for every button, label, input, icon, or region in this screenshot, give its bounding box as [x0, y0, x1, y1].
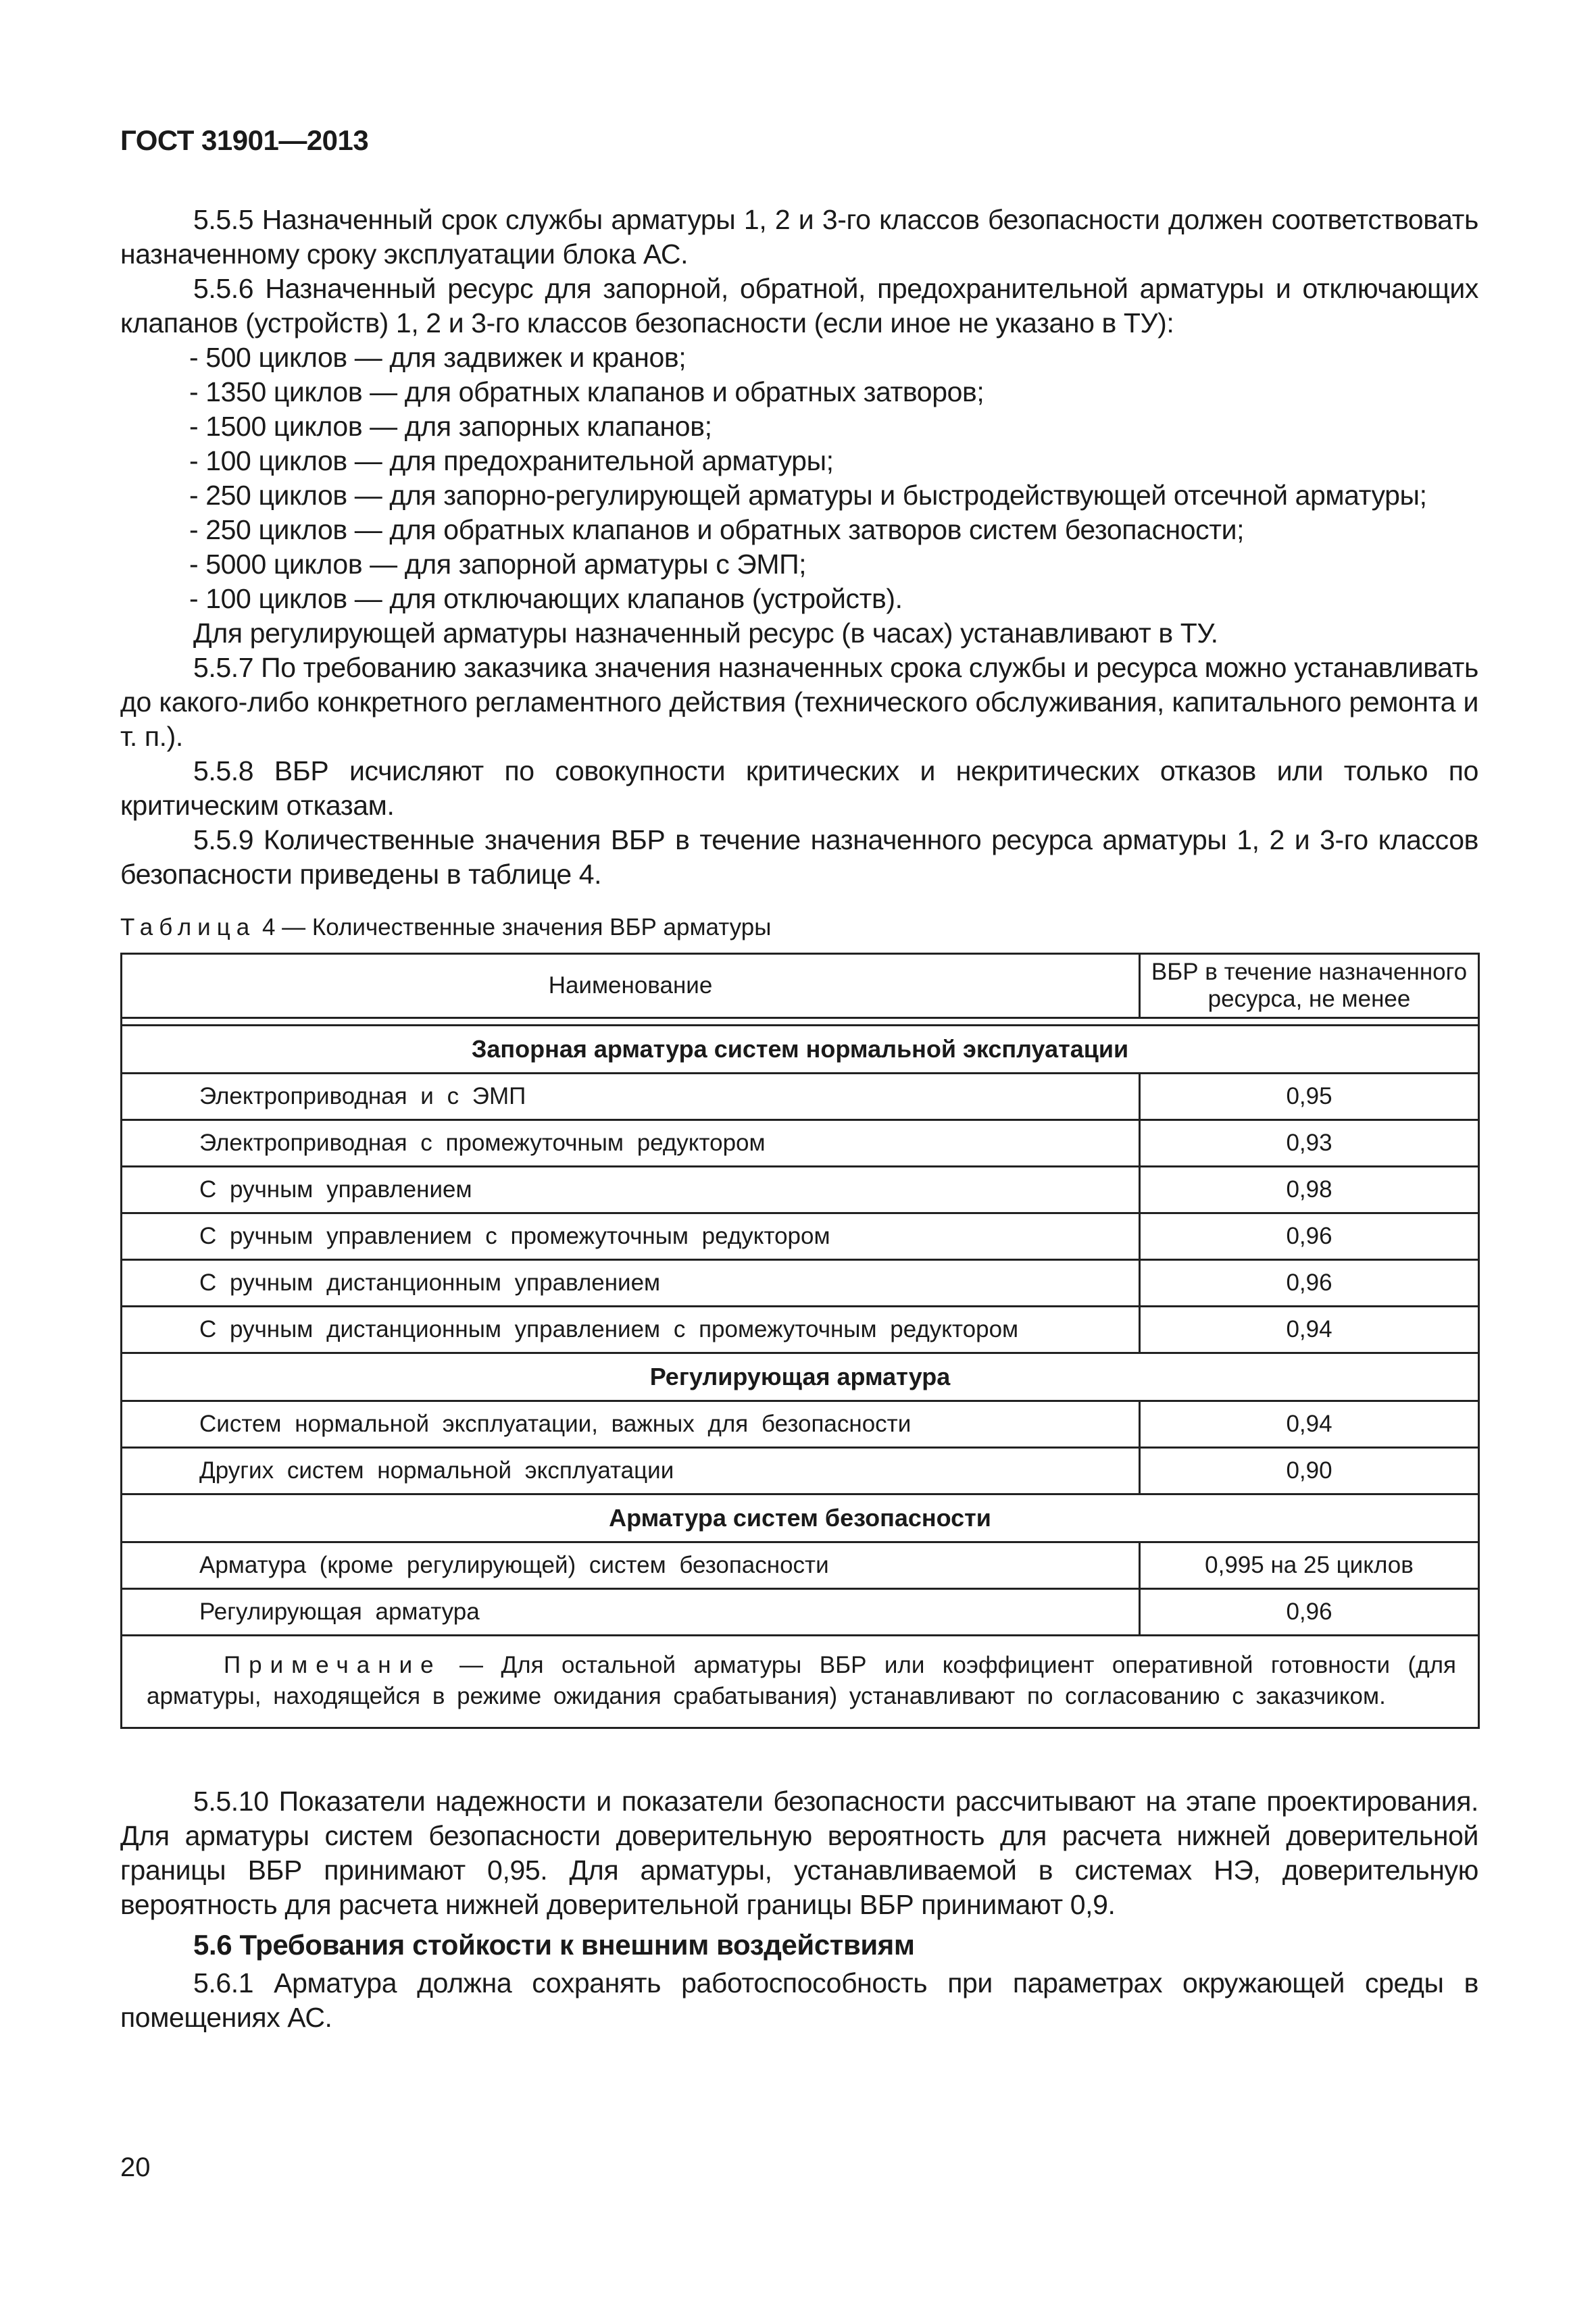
- row-name: С ручным дистанционным управлением с промежуточным редуктором: [122, 1307, 1140, 1353]
- row-value: 0,93: [1140, 1120, 1479, 1167]
- row-value: 0,995 на 25 циклов: [1140, 1542, 1479, 1589]
- group-row: [122, 1494, 1479, 1542]
- row-name: С ручным управлением: [122, 1167, 1140, 1213]
- row-value: 0,94: [1140, 1307, 1479, 1353]
- paragraph-5-5-10: 5.5.10 Показатели надежности и показатели безопасности рассчитывают на этапе проектирования. Для арматуры систем безопасности доверительную вероятность для расчета нижней доверительной границы ВБР принимают 0,95. Для арматуры, устанавливаемой в системах НЭ, доверительную вероятность для расчета нижней доверительной границы ВБР принимают 0,9.: [120, 1786, 1478, 1920]
- table-row: [122, 1589, 1479, 1636]
- row-value: 0,90: [1140, 1448, 1479, 1494]
- table-4: [120, 953, 1480, 1729]
- list-item: - 250 циклов — для обратных клапанов и обратных затворов систем безопасности;: [189, 514, 1245, 545]
- table-row: [122, 1167, 1479, 1213]
- row-value: 0,96: [1140, 1213, 1479, 1260]
- table-row: [122, 1448, 1479, 1494]
- page-number: 20: [120, 2153, 151, 2182]
- document-header: ГОСТ 31901—2013: [120, 124, 369, 156]
- table-row: [122, 1401, 1479, 1448]
- row-name: С ручным управлением с промежуточным редуктором: [122, 1213, 1140, 1260]
- note-label: Примечание: [224, 1652, 442, 1678]
- table-row: [122, 1213, 1479, 1260]
- group-row: [122, 1353, 1479, 1401]
- body-text-bottom: [120, 1784, 1478, 2035]
- row-value: 0,94: [1140, 1401, 1479, 1448]
- row-value: 0,96: [1140, 1589, 1479, 1636]
- note-row: [122, 1636, 1479, 1728]
- table-row: [122, 1074, 1479, 1120]
- table-caption: [120, 913, 771, 942]
- table-row: [122, 1120, 1479, 1167]
- table-row: [122, 1542, 1479, 1589]
- paragraph-5-5-8: 5.5.8 ВБР исчисляют по совокупности критических и некритических отказов или только по критическим отказам.: [120, 755, 1478, 821]
- row-name: Электроприводная с промежуточным редуктором: [122, 1120, 1140, 1167]
- list-item: - 100 циклов — для предохранительной арматуры;: [189, 445, 834, 476]
- group-title-safety: Арматура систем безопасности: [122, 1494, 1479, 1542]
- body-text-top: [120, 203, 1478, 892]
- row-name: Регулирующая арматура: [122, 1589, 1140, 1636]
- row-name: Арматура (кроме регулирующей) систем безопасности: [122, 1542, 1140, 1589]
- paragraph-5-5-7: 5.5.7 По требованию заказчика значения назначенных срока службы и ресурса можно устанавливать до какого-либо конкретного регламентного действия (технического обслуживания, капитального ремонта и т. п.).: [120, 652, 1478, 752]
- group-title-regulating: Регулирующая арматура: [122, 1353, 1479, 1401]
- list-item: - 500 циклов — для задвижек и кранов;: [189, 342, 687, 373]
- paragraph-5-5-9: 5.5.9 Количественные значения ВБР в течение назначенного ресурса арматуры 1, 2 и 3-го классов безопасности приведены в таблице 4.: [120, 824, 1478, 890]
- paragraph-5-6-1: 5.6.1 Арматура должна сохранять работоспособность при параметрах окружающей среды в помещениях АС.: [120, 1967, 1478, 2033]
- row-value: 0,95: [1140, 1074, 1479, 1120]
- table-row: [122, 1307, 1479, 1353]
- paragraph-5-5-6: 5.5.6 Назначенный ресурс для запорной, обратной, предохранительной арматуры и отключающих клапанов (устройств) 1, 2 и 3-го классов безопасности (если иное не указано в ТУ):: [120, 273, 1478, 338]
- list-item: - 1350 циклов — для обратных клапанов и обратных затворов;: [189, 376, 984, 407]
- column-header-name: Наименование: [122, 954, 1140, 1018]
- row-name: Электроприводная и с ЭМП: [122, 1074, 1140, 1120]
- row-value: 0,96: [1140, 1260, 1479, 1307]
- paragraph-regulating-resource: Для регулирующей арматуры назначенный ресурс (в часах) устанавливают в ТУ.: [193, 618, 1218, 649]
- row-name: С ручным дистанционным управлением: [122, 1260, 1140, 1307]
- note-text: — Для остальной арматуры ВБР или коэффициент оперативной готовности (для арматуры, находящейся в режиме ожидания срабатывания) устанавливают по согласованию с заказчиком.: [147, 1652, 1456, 1709]
- list-item: - 250 циклов — для запорно-регулирующей арматуры и быстродействующей отсечной арматуры;: [189, 480, 1427, 511]
- row-name: Систем нормальной эксплуатации, важных для безопасности: [122, 1401, 1140, 1448]
- table-row: [122, 1260, 1479, 1307]
- paragraph-5-5-5: 5.5.5 Назначенный срок службы арматуры 1, 2 и 3-го классов безопасности должен соответствовать назначенному сроку эксплуатации блока АС.: [120, 204, 1478, 270]
- section-title-5-6: 5.6 Требования стойкости к внешним воздействиям: [193, 1929, 915, 1961]
- list-item: - 1500 циклов — для запорных клапанов;: [189, 411, 712, 442]
- list-item: - 5000 циклов — для запорной арматуры с ЭМП;: [189, 549, 807, 580]
- table-caption-word: Таблица: [120, 914, 256, 940]
- header-gap: [122, 1018, 1479, 1026]
- column-header-vbr: ВБР в течение назначенного ресурса, не менее: [1140, 954, 1479, 1018]
- table-note: [122, 1636, 1479, 1728]
- table-header-row: [122, 954, 1479, 1018]
- list-item: - 100 циклов — для отключающих клапанов (устройств).: [189, 583, 903, 614]
- group-row: [122, 1026, 1479, 1074]
- group-title-shutoff: Запорная арматура систем нормальной эксплуатации: [122, 1026, 1479, 1074]
- row-name: Других систем нормальной эксплуатации: [122, 1448, 1140, 1494]
- table-caption-text: 4 — Количественные значения ВБР арматуры: [261, 914, 772, 940]
- row-value: 0,98: [1140, 1167, 1479, 1213]
